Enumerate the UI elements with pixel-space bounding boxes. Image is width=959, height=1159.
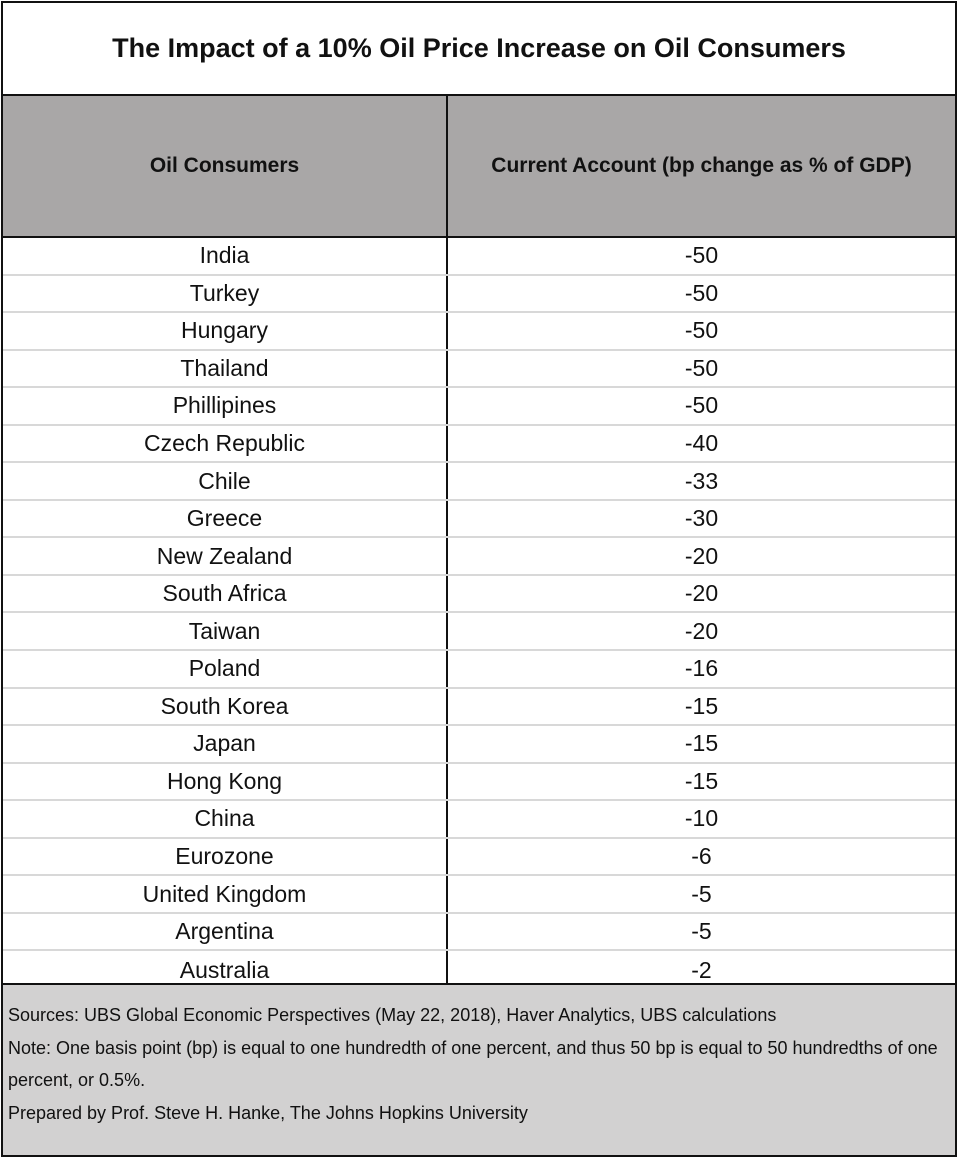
- table-row: [3, 801, 955, 839]
- value-cell: -20: [684, 580, 719, 607]
- value-cell: -5: [691, 880, 712, 907]
- table-row: [3, 839, 955, 877]
- value-cell: -50: [684, 392, 719, 419]
- table-row: [3, 538, 955, 576]
- table-row: [3, 388, 955, 426]
- country-cell: Thailand: [3, 351, 448, 387]
- value-cell: -15: [684, 767, 719, 794]
- value-cell: -20: [684, 542, 719, 569]
- country-cell: South Africa: [3, 576, 448, 612]
- country-cell: Turkey: [3, 276, 448, 312]
- country-cell: Taiwan: [3, 613, 448, 649]
- sources-note: Sources: UBS Global Economic Perspectives (May 22, 2018), Haver Analytics, UBS calculations: [8, 1005, 777, 1025]
- country-cell: Greece: [3, 501, 448, 537]
- table-row: [3, 651, 955, 689]
- country-cell: Hong Kong: [3, 764, 448, 800]
- table-frame: [1, 1, 957, 1157]
- value-cell: -33: [684, 467, 719, 494]
- table-row: [3, 914, 955, 952]
- table-row: [3, 726, 955, 764]
- table-row: [3, 689, 955, 727]
- value-cell: -10: [684, 805, 719, 832]
- table-row: [3, 351, 955, 389]
- table-row: [3, 426, 955, 464]
- value-cell: -50: [684, 242, 719, 269]
- country-cell: Japan: [3, 726, 448, 762]
- country-cell: South Korea: [3, 689, 448, 725]
- table-row: [3, 238, 955, 276]
- value-cell: -15: [684, 692, 719, 719]
- value-cell: -50: [684, 354, 719, 381]
- country-cell: India: [3, 238, 448, 274]
- value-cell: -40: [684, 430, 719, 456]
- value-cell: -15: [684, 730, 719, 757]
- value-cell: -30: [684, 505, 719, 532]
- country-cell: Phillipines: [3, 388, 448, 424]
- value-cell: -6: [691, 843, 712, 870]
- prepared-by-note: Prepared by Prof. Steve H. Hanke, The Johns Hopkins University: [8, 1102, 528, 1123]
- table-row: [3, 576, 955, 614]
- country-cell: New Zealand: [3, 538, 448, 574]
- value-cell: -2: [691, 956, 712, 983]
- value-cell: -16: [684, 655, 719, 682]
- country-cell: Hungary: [3, 313, 448, 349]
- country-cell: United Kingdom: [3, 876, 448, 912]
- basis-point-note: Note: One basis point (bp) is equal to one hundredth of one percent, and thus 50 bp is equal to 50 hundredths of one percent, or 0.5%.: [8, 1037, 938, 1090]
- country-cell: Czech Republic: [3, 426, 448, 462]
- table-row: [3, 276, 955, 314]
- table-row: [3, 876, 955, 914]
- table-body: [3, 238, 955, 983]
- value-cell: -20: [684, 617, 719, 644]
- country-cell: Australia: [3, 951, 448, 989]
- column-header-current-account: Current Account (bp change as % of GDP): [491, 154, 912, 177]
- table-row: [3, 613, 955, 651]
- table-row: [3, 313, 955, 351]
- country-cell: Argentina: [3, 914, 448, 950]
- table-row: [3, 764, 955, 802]
- column-header-oil-consumers: Oil Consumers: [3, 96, 448, 236]
- country-cell: Chile: [3, 463, 448, 499]
- table-notes: [3, 983, 955, 1155]
- country-cell: Eurozone: [3, 839, 448, 875]
- value-cell: -50: [684, 317, 719, 344]
- country-cell: China: [3, 801, 448, 837]
- table-row: [3, 463, 955, 501]
- table-header: [3, 96, 955, 238]
- country-cell: Poland: [3, 651, 448, 687]
- value-cell: -5: [691, 918, 712, 945]
- table-row: [3, 501, 955, 539]
- value-cell: -50: [684, 279, 719, 306]
- table-title: The Impact of a 10% Oil Price Increase on Oil Consumers: [3, 3, 955, 96]
